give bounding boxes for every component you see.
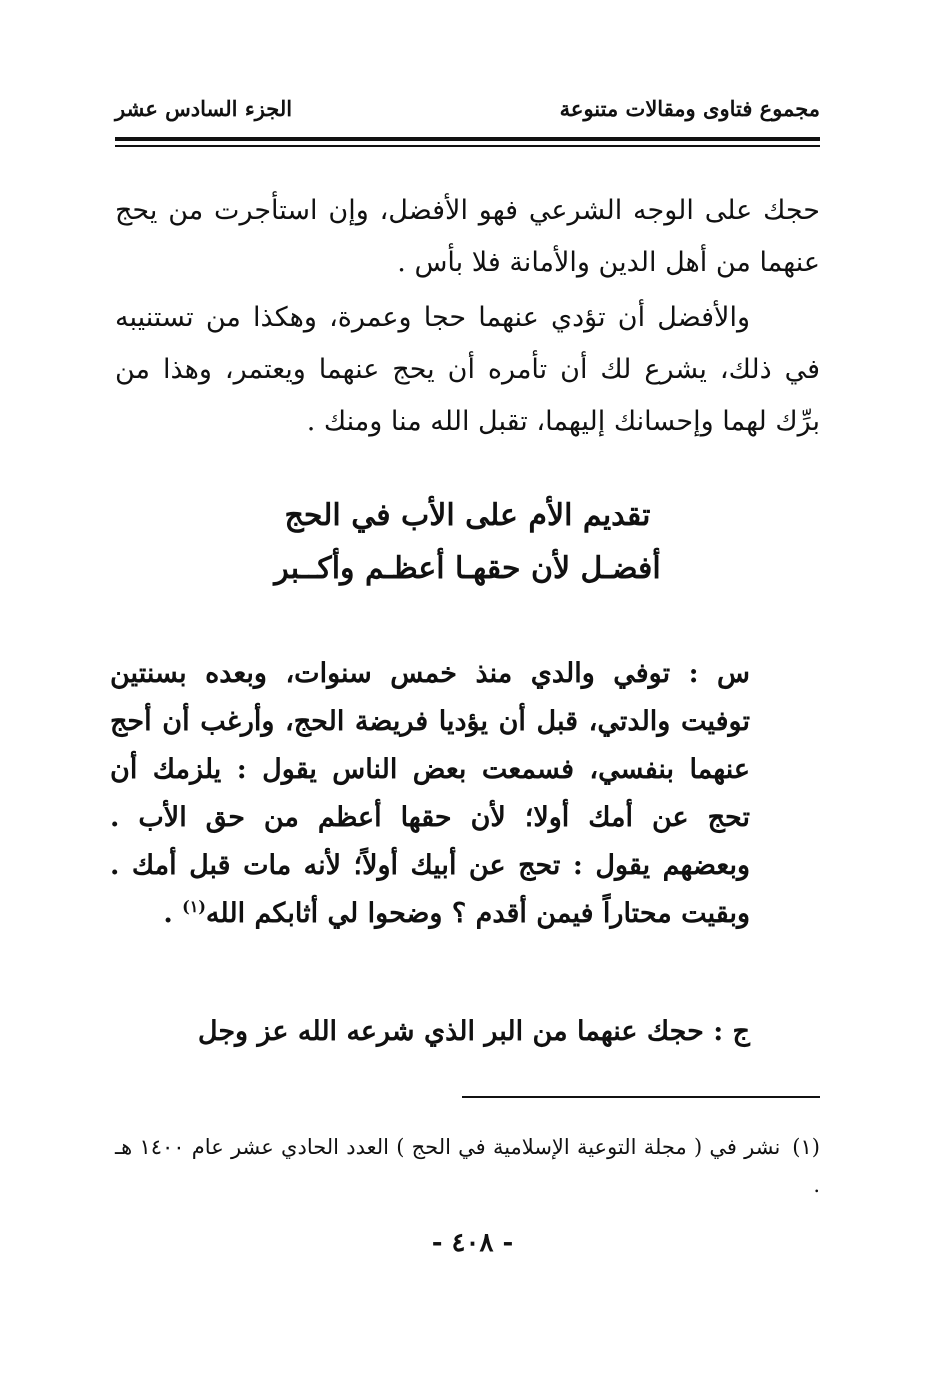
question-paragraph (110, 650, 750, 938)
volume-label: الجزء السادس عشر (115, 96, 293, 121)
answer-paragraph: ج : حجك عنهما من البر الذي شرعه الله عز وجل (197, 1016, 750, 1047)
header-rule-bottom (115, 145, 820, 147)
footnote (115, 1128, 820, 1204)
running-header (115, 96, 820, 130)
section-heading-line-1: تقديم الأم على الأب في الحج (284, 498, 651, 533)
footnote-text: نشر في ( مجلة التوعية الإسلامية في الحج ) العدد الحادي عشر عام ١٤٠٠ هـ . (115, 1135, 820, 1197)
section-heading-line-2: أفضـل لأن حقهـا أعظـم وأكــبر (274, 551, 661, 586)
footnote-reference: (١) (182, 897, 206, 916)
footnote-number: (١) (792, 1135, 820, 1159)
body-paragraph-2: والأفضل أن تؤدي عنهما حجا وعمرة، وهكذا من تستنيبه في ذلك، يشرع لك أن تأمره أن يحج عنهما ويعتمر، وهذا من برِّك لهما وإحسانك إليهما، تقبل الله منا ومنك . (115, 302, 820, 437)
question-text: س : توفي والدي منذ خمس سنوات، وبعده بسنتين توفيت والدتي، قبل أن يؤديا فريضة الحج، وأرغب أن أحج عنهما بنفسي، فسمعت بعض الناس يقول : يلزمك أن تحج عن أمك أولا؛ لأن حقها أعظم من حق الأب . وبعضهم يقول : تحج عن أبيك أولاً؛ لأنه مات قبل أمك . وبقيت محتاراً فيمن أقدم ؟ وضحوا لي أثابكم الله (110, 658, 750, 929)
body-paragraph-1: حجك على الوجه الشرعي فهو الأفضل، وإن استأجرت من يحج عنهما من أهل الدين والأمانة فلا بأس . (115, 195, 820, 278)
question-end: . (163, 898, 183, 929)
footnote-separator (462, 1096, 820, 1098)
header-rule-top (115, 137, 820, 141)
book-title: مجموع فتاوى ومقالات متنوعة (559, 96, 820, 121)
page-number: - ٤٠٨ - (431, 1228, 514, 1258)
